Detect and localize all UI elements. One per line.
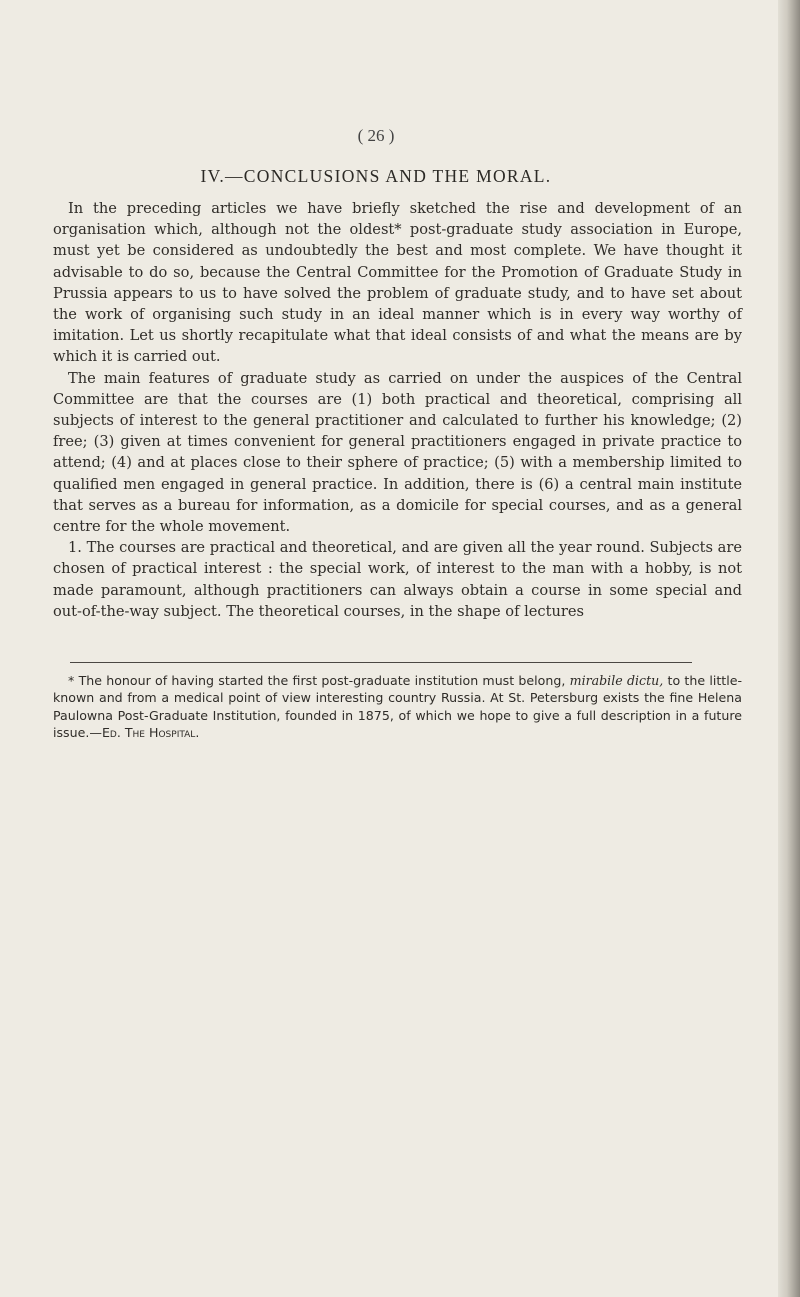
footnote-italic: mirabile dictu, [569,673,664,688]
footnote-divider [70,662,692,663]
page-edge-shadow [778,0,800,1297]
footnote-signature: Ed. The Hospital. [101,725,200,741]
paragraph: In the preceding articles we have briefly sketched the rise and development of an organisation which, although not the oldest* post-graduate study association in Europe, must yet be considered as undoubtedly the best and most complete. We have thought it advisable to do so, because the Central Committee for the Promotion of Graduate Study in Prussia appears to us to have solved the problem of graduate study, and to have set about the work of organising such study in an ideal manner which is in every way worthy of imitation. Let us shortly recapitulate what that ideal consists of and what the means are by which it is carried out. [53,200,742,366]
paragraph: The main features of graduate study as carried on under the auspices of the Central Committee are that the courses are (1) both practical and theoretical, comprising all subjects of interest to the general practitioner and calculated to further his knowledge; (2) free; (3) given at times convenient for general practitioners engaged in private practice to attend; (4) and at places close to their sphere of practice; (5) with a membership limited to qualified men engaged in general practice. In addition, there is (6) a central main institute that serves as a bureau for information, as a domicile for special courses, and as a general centre for the whole movement. [53,369,742,536]
section-heading: IV.—CONCLUSIONS AND THE MORAL. [200,166,552,186]
footnote-paragraph [53,672,742,742]
page-number: ( 26 ) [357,126,395,145]
footnote-text-after: to the little-known and from a medical point of view interesting country Russia. At St. Petersburg exists the fine Helena Paulowna Post-Graduate Institution, founded in 1875, of which we hope to give a full description in a future issue.— [53,673,743,741]
body-text [53,198,742,622]
footnote-text-before: The honour of having started the first post-graduate institution must belong, [78,673,566,688]
footnote-marker: * [68,673,75,688]
paragraph: 1. The courses are practical and theoretical, and are given all the year round. Subjects are chosen of practical interest : the special work, of interest to the man with a hobby, is not made paramount, although practitioners can always obtain a course in some special and out-of-the-way subject. The theoretical courses, in the shape of lectures [53,539,742,620]
footnote [53,672,742,742]
